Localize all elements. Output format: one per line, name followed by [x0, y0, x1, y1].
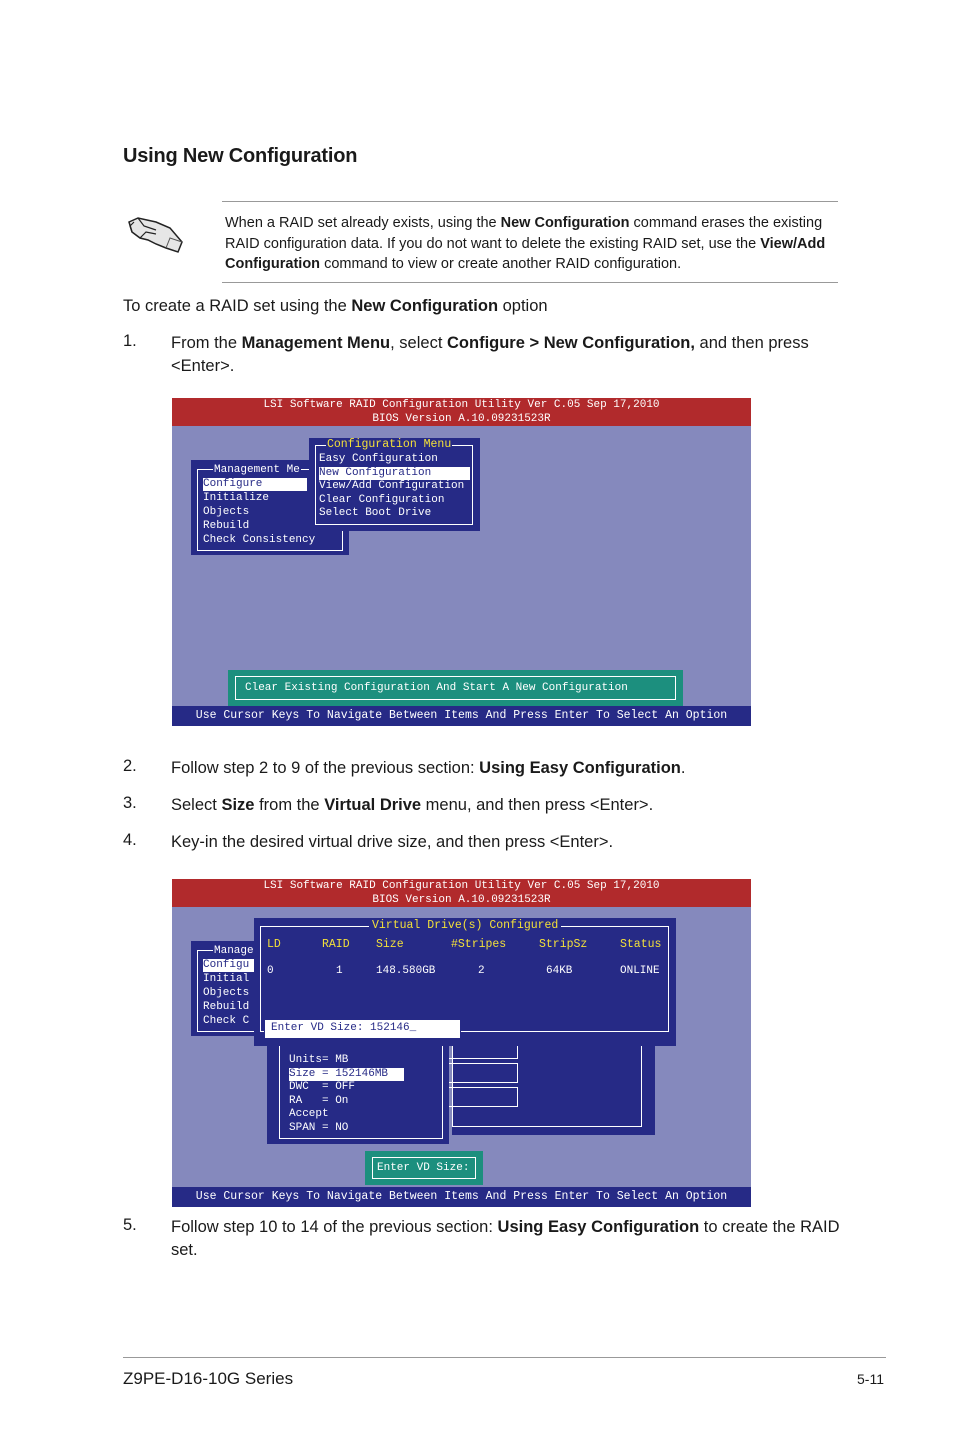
- management-menu-title: Management Me: [214, 464, 300, 476]
- vd-col-stripsz: StripSz: [539, 938, 588, 951]
- bios-title-bar: [172, 879, 751, 907]
- vd-row-stripsz: 64KB: [546, 965, 573, 977]
- note-rule-top: [222, 201, 838, 202]
- management-item-initialize[interactable]: Initialize: [203, 492, 270, 504]
- configuration-menu-title: Configuration Menu: [327, 438, 452, 451]
- vd-col-stripes: #Stripes: [451, 938, 507, 951]
- management-item-rebuild[interactable]: Rebuild: [203, 520, 250, 532]
- management-item-rebuild[interactable]: Rebuild: [203, 1001, 250, 1013]
- vd-prop-size[interactable]: Size = 152146MB: [289, 1068, 404, 1081]
- bios-screen-vd-size: [172, 879, 751, 1207]
- configuration-menu: [309, 438, 480, 531]
- step-2-number: 2.: [123, 757, 137, 775]
- vd-col-size: Size: [376, 938, 404, 951]
- footer-page-number: 5-11: [857, 1371, 884, 1387]
- vd-row-raid: 1: [336, 965, 343, 977]
- section-heading: Using New Configuration: [123, 145, 358, 167]
- bios-title-line-1: LSI Software RAID Configuration Utility Ver C.05 Sep 17,2010: [263, 880, 660, 892]
- vd-col-raid: RAID: [322, 938, 350, 951]
- vd-row-stripes: 2: [478, 965, 485, 977]
- note-hand-icon: [126, 208, 186, 258]
- bios-title-line-2: BIOS Version A.10.09231523R: [372, 413, 551, 425]
- note-rule-bottom: [222, 282, 838, 283]
- hint-text: Enter VD Size:: [377, 1162, 470, 1174]
- management-item-configure[interactable]: Configu: [203, 959, 283, 972]
- bios-title-line-2: BIOS Version A.10.09231523R: [372, 894, 551, 906]
- array-slot-2: [438, 1063, 518, 1083]
- step-2-text: Follow step 2 to 9 of the previous section: Using Easy Configuration.: [171, 759, 686, 777]
- vd-prop-accept[interactable]: Accept: [289, 1108, 329, 1120]
- step-3-number: 3.: [123, 794, 137, 812]
- management-item-objects[interactable]: Objects: [203, 987, 250, 999]
- bios-screen-configuration-menu: [172, 398, 751, 726]
- step-4-text: Key-in the desired virtual drive size, and then press <Enter>.: [171, 833, 614, 851]
- vd-row-ld: 0: [267, 965, 274, 977]
- vd-prop-dwc[interactable]: DWC = OFF: [289, 1081, 356, 1093]
- virtual-drives-title: Virtual Drive(s) Configured: [369, 919, 561, 932]
- config-item-select-boot-drive[interactable]: Select Boot Drive: [319, 507, 432, 519]
- config-item-easy[interactable]: Easy Configuration: [319, 453, 438, 465]
- vd-col-ld: LD: [267, 938, 281, 951]
- footer-rule: [123, 1357, 886, 1358]
- vd-row-status: ONLINE: [620, 965, 660, 977]
- footer-model: Z9PE-D16-10G Series: [123, 1369, 294, 1388]
- array-slot-3: [438, 1087, 518, 1107]
- step-4-number: 4.: [123, 831, 137, 849]
- management-item-check-consistency[interactable]: Check C: [203, 1015, 250, 1027]
- bios-status-bar: Use Cursor Keys To Navigate Between Items And Press Enter To Select An Option: [172, 706, 751, 726]
- vd-row-size: 148.580GB: [376, 965, 436, 977]
- step-5-text: Follow step 10 to 14 of the previous section: Using Easy Configuration to create the RAID set.: [171, 1218, 840, 1259]
- vd-col-status: Status: [620, 938, 662, 951]
- step-3-text: Select Size from the Virtual Drive menu, and then press <Enter>.: [171, 796, 654, 814]
- management-item-objects[interactable]: Objects: [203, 506, 250, 518]
- config-item-clear[interactable]: Clear Configuration: [319, 494, 445, 506]
- management-item-initialize[interactable]: Initial: [203, 973, 250, 985]
- step-1-number: 1.: [123, 332, 137, 350]
- config-item-new[interactable]: New Configuration: [319, 467, 470, 480]
- virtual-drive-properties: [267, 1029, 449, 1144]
- bios-title-line-1: LSI Software RAID Configuration Utility Ver C.05 Sep 17,2010: [263, 399, 660, 411]
- hint-text: Clear Existing Configuration And Start A New Configuration: [245, 682, 628, 694]
- management-item-check-consistency[interactable]: Check Consistency: [203, 534, 316, 546]
- vd-prop-units[interactable]: Units= MB: [289, 1054, 349, 1066]
- hint-box: [365, 1151, 483, 1185]
- bios-status-bar: Use Cursor Keys To Navigate Between Items And Press Enter To Select An Option: [172, 1187, 751, 1207]
- config-item-view-add[interactable]: View/Add Configuration: [319, 480, 465, 492]
- bios-title-bar: [172, 398, 751, 426]
- virtual-drives-configured-panel: [254, 918, 676, 1046]
- management-item-configure[interactable]: Configure: [203, 478, 307, 491]
- note-text: When a RAID set already exists, using the New Configuration command erases the existing RAID configuration data. If you do not want to delete the existing RAID set, use the View/Add Configuration command to view or create another RAID configuration.: [225, 215, 826, 272]
- hint-box: [228, 670, 683, 706]
- step-1-text: From the Management Menu, select Configure > New Configuration, and then press <Enter>.: [171, 334, 809, 375]
- management-menu-title: Manage: [214, 945, 254, 957]
- vd-size-input[interactable]: Enter VD Size: 152146_: [264, 1019, 461, 1039]
- vd-prop-span[interactable]: SPAN = NO: [289, 1122, 349, 1134]
- vd-prop-ra[interactable]: RA = On: [289, 1095, 349, 1107]
- intro-text: To create a RAID set using the New Configuration option: [123, 297, 548, 315]
- step-5-number: 5.: [123, 1216, 137, 1234]
